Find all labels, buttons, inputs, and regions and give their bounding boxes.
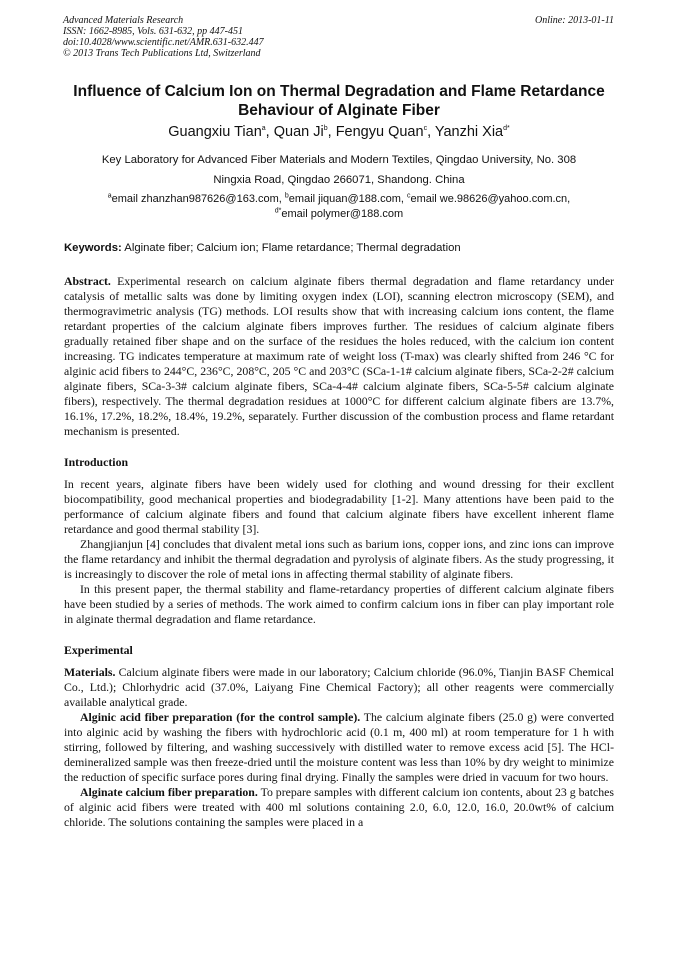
keywords	[64, 241, 614, 255]
doi-line: doi:10.4028/www.scientific.net/AMR.631-632.447	[63, 37, 264, 48]
issn-line: ISSN: 1662-8985, Vols. 631-632, pp 447-451	[63, 26, 243, 37]
email-sup: b	[284, 192, 289, 200]
author-name: Quan Ji	[273, 124, 324, 140]
keywords-label: Keywords:	[64, 242, 122, 254]
introduction-heading: Introduction	[64, 455, 129, 469]
online-date: Online: 2013-01-11	[535, 15, 614, 26]
email-c: email we.98626@yahoo.com.cn,	[410, 193, 571, 205]
calcium-fiber-label: Alginate calcium fiber preparation.	[80, 785, 258, 799]
materials-text: Calcium alginate fibers were made in our laboratory; Calcium chloride (96.0%, Tianjin BASF Chemical Co., Ltd.); Chlorhydric acid (37.0%, Laiyang Fine Chemical Factory); all other reagents were commercially available analytical grade.	[64, 665, 614, 709]
author-sup: d*	[503, 125, 510, 133]
email-sup: d*	[274, 207, 282, 215]
materials-label: Materials.	[64, 665, 116, 679]
intro-paragraph: In recent years, alginate fibers have been widely used for clothing and wound dressing for their excllent biocompatibility, good mechanical properties and biodegradability [1-2]. Many attentions have been paid to the performance of calcium alginate fibers and found that calcium alginate fibers have excellent inherent flame retardance and good thermal stability [3].	[64, 477, 614, 536]
email-b: email jiquan@188.com,	[288, 193, 407, 205]
affiliation	[40, 150, 638, 190]
intro-paragraph: In this present paper, the thermal stability and flame-retardancy properties of different calcium alginate fibers have been studied by a series of methods. The work aimed to confirm calcium ions in fiber can play important role in alginate thermal degradation and flame retardance.	[64, 582, 614, 626]
abstract-label: Abstract.	[64, 274, 111, 288]
affiliation-line-2: Ningxia Road, Qingdao 266071, Shandong. China	[213, 174, 465, 186]
affiliation-line-1: Key Laboratory for Advanced Fiber Materials and Modern Textiles, Qingdao University, No. 308	[101, 154, 577, 166]
abstract	[64, 274, 614, 439]
experimental-heading: Experimental	[64, 643, 133, 657]
title-line-1: Influence of Calcium Ion on Thermal Degradation and Flame Retardance	[73, 83, 605, 100]
materials-paragraph	[64, 665, 614, 710]
author-list: Guangxiu Tian$^a$, Quan Ji$^b$, Fengyu Quan$^c$, Yanzhi Xia$^{d*}$	[168, 124, 510, 140]
paper-body	[64, 274, 614, 830]
calcium-fiber-text: To prepare samples with different calcium ion contents, about 23 g batches of alginic acid fibers were treated with 400 ml solutions containing 2.0, 6.0, 12.0, 16.0, 20.0wt% of calcium chloride. The solutions containing the samples were placed in a	[64, 785, 615, 829]
author-name: Guangxiu Tian	[168, 124, 262, 140]
email-sup: a	[107, 192, 112, 200]
paper-title	[50, 82, 628, 120]
author-name: Fengyu Quan	[335, 124, 424, 140]
alginic-acid-label: Alginic acid fiber preparation (for the control sample).	[80, 710, 361, 724]
title-line-2: Behaviour of Alginate Fiber	[238, 102, 440, 119]
author-emails	[40, 192, 638, 222]
alginic-acid-text: The calcium alginate fibers (25.0 g) were converted into alginic acid by washing the fibers with hydrochloric acid (0.1 m, 400 ml) at room temperature for 1 h with stirring, followed by filtering, and washing successively with distilled water to remove excess acid [5]. The HCl-demineralized sample was then freeze-dried until the moisture content was less than 10% by dry weight to minimize the reduction of specific surface pores during final drying. Finally the samples were dried in vacuum for two hours.	[64, 710, 614, 784]
abstract-text: Experimental research on calcium alginate fibers thermal degradation and flame retardancy under catalysis of metallic salts was done by limiting oxygen index (LOI), scanning electron microscopy (SEM), and thermogravimetric analysis (TG) methods. LOI results show that with increasing calcium ions content, the flame retardant properties of the calcium alginate fibers improves further. The residues of calcium alginate fibers gradually retained fiber shape and on the surface of the residues the holes reduced, with the calcium ion content increasing. TG indicates temperature at maximum rate of weight loss (T-max) was clearly shifted from 246 °C for alginic acid fibers to 244°C, 236°C, 208°C, 205 °C and 203°C (SCa-1-1# calcium alginate fibers, SCa-2-2# calcium alginate fibers, SCa-3-3# calcium alginate fibers, SCa-4-4# calcium alginate fibers, SCa-5-5# calcium alginate fibers), respectively. The thermal degradation residues at 1000°C for different calcium alginate fibers are 13.7%, 16.1%, 17.2%, 18.2%, 18.4%, 19.2%, separately. Further discussion of the combustion process and flame retardant mechanism is presented.	[64, 274, 614, 438]
calcium-fiber-paragraph	[64, 785, 614, 830]
alginic-acid-paragraph	[64, 710, 614, 785]
author-sup: b	[323, 125, 328, 133]
author-sup: a	[261, 125, 266, 133]
intro-paragraph: Zhangjianjun [4] concludes that divalent metal ions such as barium ions, copper ions, and zinc ions can improve the flame retardancy and inhibit the thermal degradation and pyrolysis of alginate fibers. As the study progressing, it is increasingly to discover the role of metal ions in affecting thermal stability of alginate fibers.	[64, 537, 614, 581]
journal-name: Advanced Materials Research	[63, 15, 184, 26]
keywords-text: Alginate fiber; Calcium ion; Flame retardance; Thermal degradation	[121, 242, 461, 254]
email-a: email zhanzhan987626@163.com,	[111, 193, 285, 205]
copyright-line: © 2013 Trans Tech Publications Ltd, Switzerland	[63, 48, 261, 59]
email-d: email polymer@188.com	[281, 208, 404, 220]
author-sup: c	[423, 125, 428, 133]
email-sup: c	[406, 192, 411, 200]
journal-info	[63, 15, 264, 59]
author-name: Yanzhi Xia	[434, 124, 504, 140]
